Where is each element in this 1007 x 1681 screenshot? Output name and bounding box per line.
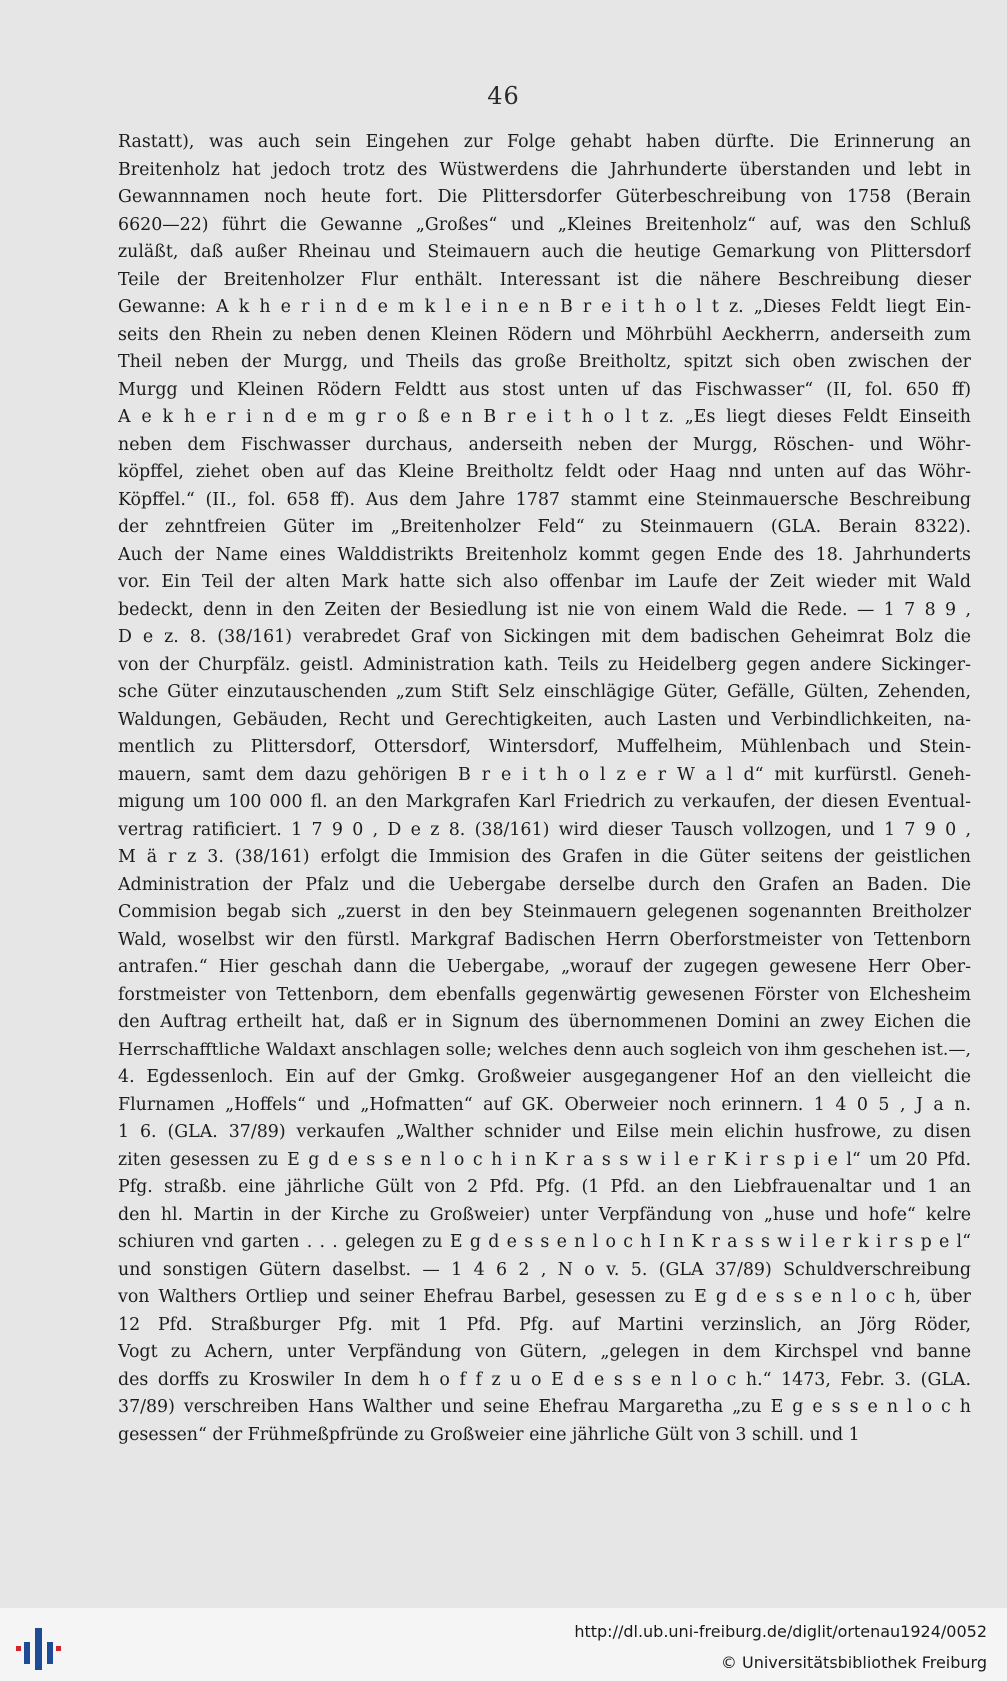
text-line: Rastatt), was auch sein Eingehen zur Folge gehabt haben dürfte. Die Erinnerung an <box>118 132 971 152</box>
text-line: Commision begab sich „zuerst in den bey Steinmauern gelegenen sogenannten Breitholzer <box>118 902 971 922</box>
text-line: Köpffel.“ (II., fol. 658 ff). Aus dem Jahre 1787 stammt eine Steinmauersche Beschreibung <box>118 489 971 510</box>
text-line: von Walthers Ortliep und seiner Ehefrau Barbel, gesessen zu E g d e s s e n l o c h, über <box>118 1287 971 1307</box>
text-line: köpffel, ziehet oben auf das Kleine Breitholtz feldt oder Haag nnd unten auf das Wöhr- <box>118 462 971 482</box>
text-line: den hl. Martin in der Kirche zu Großweier) unter Verpfändung von „huse und hofe“ kelre <box>118 1204 971 1225</box>
text-line: Murgg und Kleinen Rödern Feldtt aus stost unten uf das Fischwasser“ (II, fol. 650 ff) <box>118 379 971 400</box>
text-line: gesessen“ der Frühmeßpfründe zu Großweier eine jährliche Gült von 3 schill. und 1 <box>118 1424 860 1445</box>
text-line: 4. Egdessenloch. Ein auf der Gmkg. Großweier ausgegangener Hof an den vielleicht die <box>118 1067 971 1087</box>
text-line: schiuren vnd garten . . . gelegen zu E g d e s s e n l o c h I n K r a s s w i l e r k i r s p e l“ <box>118 1232 971 1252</box>
library-logo-icon <box>14 1624 64 1674</box>
text-line: Teile der Breitenholzer Flur enthält. Interessant ist die nähere Beschreibung dieser <box>118 269 971 290</box>
text-line: Administration der Pfalz und die Uebergabe derselbe durch den Grafen an Baden. Die <box>118 874 971 895</box>
text-line: Gewanne: A k h e r i n d e m k l e i n e n B r e i t h o l t z. „Dieses Feldt liegt Ein- <box>118 297 971 317</box>
text-line: vor. Ein Teil der alten Mark hatte sich also offenbar im Laufe der Zeit wieder mit Wald <box>118 572 971 592</box>
text-line: des dorffs zu Kroswiler In dem h o f f z u o E d e s s e n l o c h.“ 1473, Febr. 3. (GLA. <box>118 1369 971 1390</box>
text-line: mentlich zu Plittersdorf, Ottersdorf, Wintersdorf, Muffelheim, Mühlenbach und Stein- <box>118 737 971 757</box>
text-line: neben dem Fischwasser durchaus, anderseith neben der Murgg, Röschen- und Wöhr- <box>118 434 971 455</box>
text-line: ziten gesessen zu E g d e s s e n l o c h i n K r a s s w i l e r K i r s p i e l“ um 20 Pfd. <box>118 1149 971 1170</box>
text-line: M ä r z 3. (38/161) erfolgt die Immision des Grafen in die Güter seitens der geistlichen <box>118 847 971 867</box>
body-text <box>118 129 971 1449</box>
text-line: Vogt zu Achern, unter Verpfändung von Gütern, „gelegen in dem Kirchspel vnd banne <box>118 1342 971 1362</box>
text-line: 6620—22) führt die Gewanne „Großes“ und „Kleines Breitenholz“ auf, was den Schluß <box>118 214 971 235</box>
text-line: Theil neben der Murgg, und Theils das große Breitholtz, spitzt sich oben zwischen der <box>118 352 971 372</box>
text-line: Auch der Name eines Walddistrikts Breitenholz kommt gegen Ende des 18. Jahrhunderts <box>118 544 971 565</box>
text-line: D e z. 8. (38/161) verabredet Graf von Sickingen mit dem badischen Geheimrat Bolz die <box>118 627 971 647</box>
text-line: Flurnamen „Hoffels“ und „Hofmatten“ auf GK. Oberweier noch erinnern. 1 4 0 5 , J a n. <box>118 1094 971 1115</box>
text-line: mauern, samt dem dazu gehörigen B r e i t h o l z e r W a l d“ mit kurfürstl. Geneh- <box>118 764 971 785</box>
text-line: Waldungen, Gebäuden, Recht und Gerechtigkeiten, auch Lasten und Verbindlichkeiten, na- <box>118 709 971 730</box>
copyright-notice: © Universitätsbibliothek Freiburg <box>720 1653 987 1672</box>
text-line: vertrag ratificiert. 1 7 9 0 , D e z 8. (38/161) wird dieser Tausch vollzogen, und 1 7 9 0 , <box>118 819 971 840</box>
text-line: zuläßt, daß außer Rheinau und Steimauern auch die heutige Gemarkung von Plittersdorf <box>118 242 971 262</box>
text-line: bedeckt, denn in den Zeiten der Besiedlung ist nie von einem Wald die Rede. — 1 7 8 9 , <box>118 599 971 620</box>
text-line: Gewannnamen noch heute fort. Die Plittersdorfer Güterbeschreibung von 1758 (Berain <box>118 187 971 207</box>
footer-bar <box>0 1608 1007 1681</box>
text-line: seits den Rhein zu neben denen Kleinen Rödern und Möhrbühl Aeckherrn, anderseith zum <box>118 324 971 345</box>
text-line: Pfg. straßb. eine jährliche Gült von 2 Pfd. Pfg. (1 Pfd. an den Liebfrauenaltar und 1 an <box>118 1177 971 1197</box>
text-line: sche Güter einzutauschenden „zum Stift Selz einschlägige Güter, Gefälle, Gülten, Zehenden, <box>118 682 971 702</box>
text-line: den Auftrag ertheilt hat, daß er in Signum des übernommenen Domini an zwey Eichen die <box>118 1012 971 1032</box>
text-line: Wald, woselbst wir den fürstl. Markgraf Badischen Herrn Oberforstmeister von Tettenborn <box>118 929 971 950</box>
text-line: forstmeister von Tettenborn, dem ebenfalls gegenwärtig gewesenen Förster von Elchesheim <box>118 984 971 1005</box>
text-line: antrafen.“ Hier geschah dann die Uebergabe, „worauf der zugegen gewesene Herr Ober- <box>118 957 971 977</box>
text-line: 1 6. (GLA. 37/89) verkaufen „Walther schnider und Eilse mein elichin husfrowe, zu disen <box>118 1122 971 1142</box>
text-line: Breitenholz hat jedoch trotz des Wüstwerdens die Jahrhunderte überstanden und lebt in <box>118 159 971 180</box>
text-line: von der Churpfälz. geistl. Administration kath. Teils zu Heidelberg gegen andere Sickinger- <box>118 654 971 675</box>
text-line: 12 Pfd. Straßburger Pfg. mit 1 Pfd. Pfg. auf Martini verzinslich, an Jörg Röder, <box>118 1314 971 1335</box>
text-line: der zehntfreien Güter im „Breitenholzer Feld“ zu Steinmauern (GLA. Berain 8322). <box>118 517 971 537</box>
text-line: migung um 100 000 fl. an den Markgrafen Karl Friedrich zu verkaufen, der diesen Eventual- <box>118 792 971 812</box>
text-line: Herrschafftliche Waldaxt anschlagen solle; welches denn auch sogleich von ihm geschehen ist.—, <box>118 1039 971 1060</box>
text-line: A e k h e r i n d e m g r o ß e n B r e i t h o l t z. „Es liegt dieses Feldt Einseith <box>118 407 971 427</box>
page-number: 46 <box>487 82 520 110</box>
source-url[interactable]: http://dl.ub.uni-freiburg.de/diglit/ortenau1924/0052 <box>574 1622 987 1641</box>
text-line: 37/89) verschreiben Hans Walther und seine Ehefrau Margaretha „zu E g e s s e n l o c h <box>118 1397 971 1417</box>
text-line: und sonstigen Gütern daselbst. — 1 4 6 2 , N o v. 5. (GLA 37/89) Schuldverschreibung <box>118 1259 971 1280</box>
